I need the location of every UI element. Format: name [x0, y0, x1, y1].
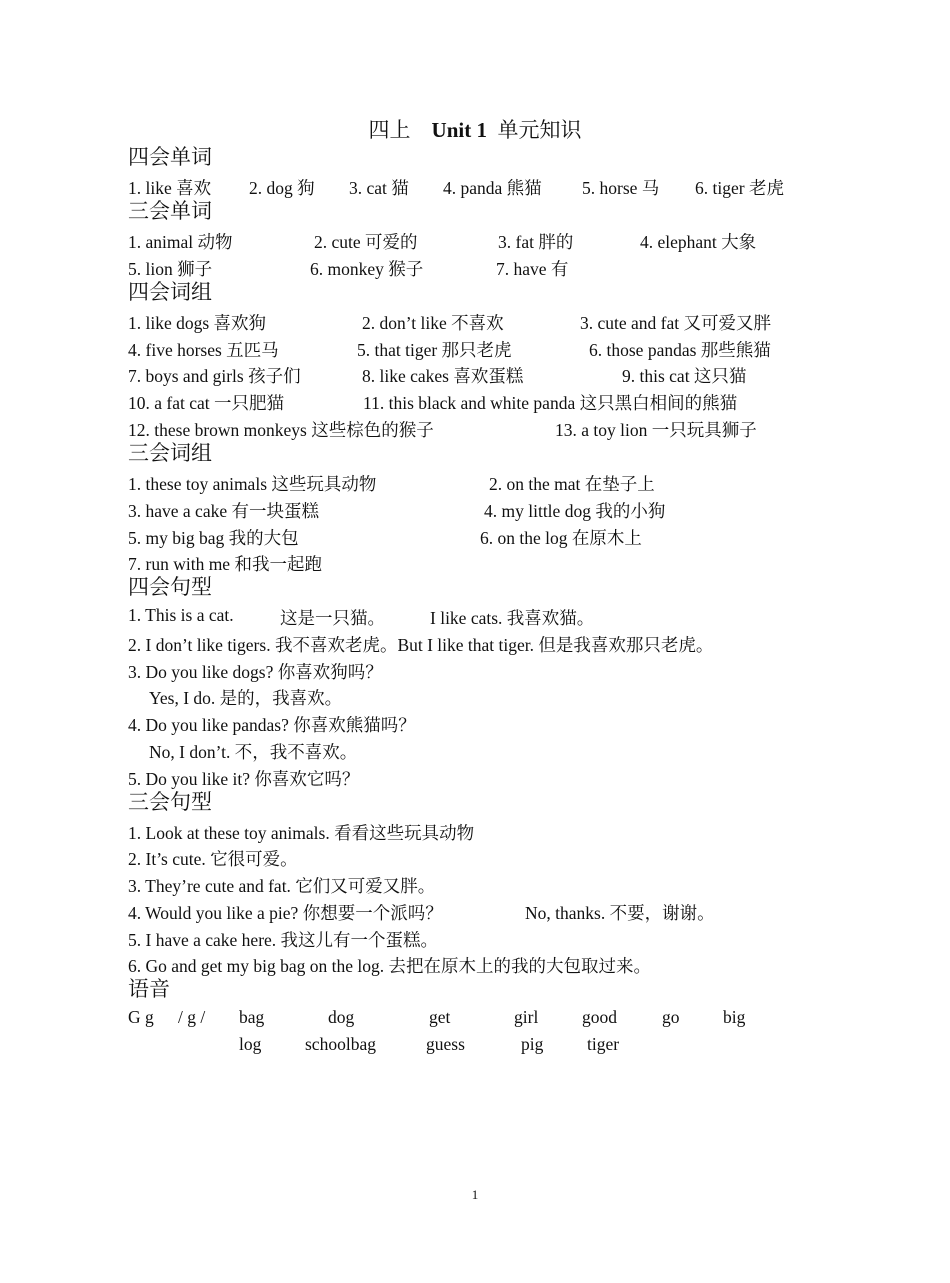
- phonics-word: bag: [239, 1007, 265, 1027]
- title-grade: 四上: [368, 118, 411, 142]
- page-number: 1: [471, 1187, 479, 1202]
- phrase-item: 6. on the log 在原木上: [480, 528, 642, 548]
- phonics-word: pig: [521, 1034, 544, 1054]
- phrase-item: 4. my little dog 我的小狗: [484, 501, 666, 521]
- sentence-line: Yes, I do. 是的，我喜欢。: [149, 688, 343, 708]
- section-heading: 三会单词: [128, 199, 212, 223]
- section-heading: 四会句型: [128, 575, 212, 599]
- sentence-line: 4. Do you like pandas? 你喜欢熊猫吗？: [128, 715, 416, 735]
- title-suffix: 单元知识: [497, 118, 582, 142]
- phonics-word: dog: [328, 1007, 355, 1027]
- phrase-item: 7. run with me 和我一起跑: [128, 554, 322, 574]
- phrase-item: 9. this cat 这只猫: [622, 366, 747, 386]
- section-heading: 语音: [128, 977, 170, 1001]
- page-title: [0, 114, 950, 144]
- phrase-item: 7. boys and girls 孩子们: [128, 366, 301, 386]
- vocab-item: 1. like 喜欢: [128, 178, 212, 198]
- vocab-item: 3. fat 胖的: [498, 232, 574, 252]
- sentence-line: 3. They’re cute and fat. 它们又可爱又胖。: [128, 876, 436, 896]
- sentence-line: 2. It’s cute. 它很可爱。: [128, 849, 298, 869]
- vocab-item: 1. animal 动物: [128, 232, 233, 252]
- phonics-letter: G g: [128, 1007, 154, 1027]
- vocab-item: 3. cat 猫: [349, 178, 409, 198]
- sentence-item: I like cats. 我喜欢猫。: [430, 608, 595, 628]
- vocab-item: 5. lion 狮子: [128, 259, 213, 279]
- sentence-line: No, I don’t. 不，我不喜欢。: [149, 742, 358, 762]
- phrase-item: 2. on the mat 在垫子上: [489, 474, 655, 494]
- vocab-item: 7. have 有: [496, 259, 569, 279]
- section-heading: 四会单词: [128, 145, 212, 169]
- vocab-item: 2. dog 狗: [249, 178, 315, 198]
- phonics-word: tiger: [587, 1034, 620, 1054]
- vocab-item: 2. cute 可爱的: [314, 232, 418, 252]
- section-heading: 三会词组: [128, 441, 212, 465]
- phrase-item: 1. these toy animals 这些玩具动物: [128, 474, 377, 494]
- vocab-item: 6. tiger 老虎: [695, 178, 784, 198]
- phrase-item: 12. these brown monkeys 这些棕色的猴子: [128, 420, 434, 440]
- sentence-zh: 这是一只猫。: [280, 608, 385, 628]
- phonics-word: log: [239, 1034, 262, 1054]
- title-unit: Unit 1: [431, 118, 487, 142]
- phrase-item: 8. like cakes 喜欢蛋糕: [362, 366, 524, 386]
- phrase-item: 6. those pandas 那些熊猫: [589, 340, 771, 360]
- phrase-item: 11. this black and white panda 这只黑白相间的熊猫: [363, 393, 738, 413]
- phrase-item: 13. a toy lion 一只玩具狮子: [555, 420, 757, 440]
- phrase-item: 5. that tiger 那只老虎: [357, 340, 512, 360]
- sentence-item: 4. Would you like a pie? 你想要一个派吗？: [128, 903, 443, 923]
- sentence-line: 3. Do you like dogs? 你喜欢狗吗？: [128, 662, 383, 682]
- vocab-item: 4. panda 熊猫: [443, 178, 542, 198]
- phrase-item: 3. cute and fat 又可爱又胖: [580, 313, 771, 333]
- phrase-item: 4. five horses 五匹马: [128, 340, 279, 360]
- sentence-line: 1. Look at these toy animals. 看看这些玩具动物: [128, 823, 475, 843]
- phonics-word: guess: [426, 1034, 465, 1054]
- phonics-word: go: [662, 1007, 680, 1027]
- section-heading: 四会词组: [128, 280, 212, 304]
- sentence-item: No, thanks. 不要，谢谢。: [525, 903, 715, 923]
- phrase-item: 2. don’t like 不喜欢: [362, 313, 504, 333]
- vocab-item: 6. monkey 猴子: [310, 259, 424, 279]
- phrase-item: 10. a fat cat 一只肥猫: [128, 393, 284, 413]
- phrase-item: 5. my big bag 我的大包: [128, 528, 299, 548]
- sentence-line: 2. I don’t like tigers. 我不喜欢老虎。But I like that tiger. 但是我喜欢那只老虎。: [128, 635, 714, 655]
- section-heading: 三会句型: [128, 790, 212, 814]
- sentence-line: 5. I have a cake here. 我这儿有一个蛋糕。: [128, 930, 439, 950]
- phonics-phoneme: / g /: [178, 1007, 206, 1027]
- phonics-word: big: [723, 1007, 746, 1027]
- phonics-word: good: [582, 1007, 617, 1027]
- sentence-en: 1. This is a cat.: [128, 605, 234, 625]
- phonics-word: girl: [514, 1007, 539, 1027]
- phrase-item: 1. like dogs 喜欢狗: [128, 313, 267, 333]
- sentence-line: 6. Go and get my big bag on the log. 去把在原木上的我的大包取过来。: [128, 956, 652, 976]
- vocab-item: 5. horse 马: [582, 178, 660, 198]
- vocab-item: 4. elephant 大象: [640, 232, 757, 252]
- phonics-word: schoolbag: [305, 1034, 376, 1054]
- phrase-item: 3. have a cake 有一块蛋糕: [128, 501, 319, 521]
- phonics-word: get: [429, 1007, 451, 1027]
- sentence-line: 5. Do you like it? 你喜欢它吗？: [128, 769, 360, 789]
